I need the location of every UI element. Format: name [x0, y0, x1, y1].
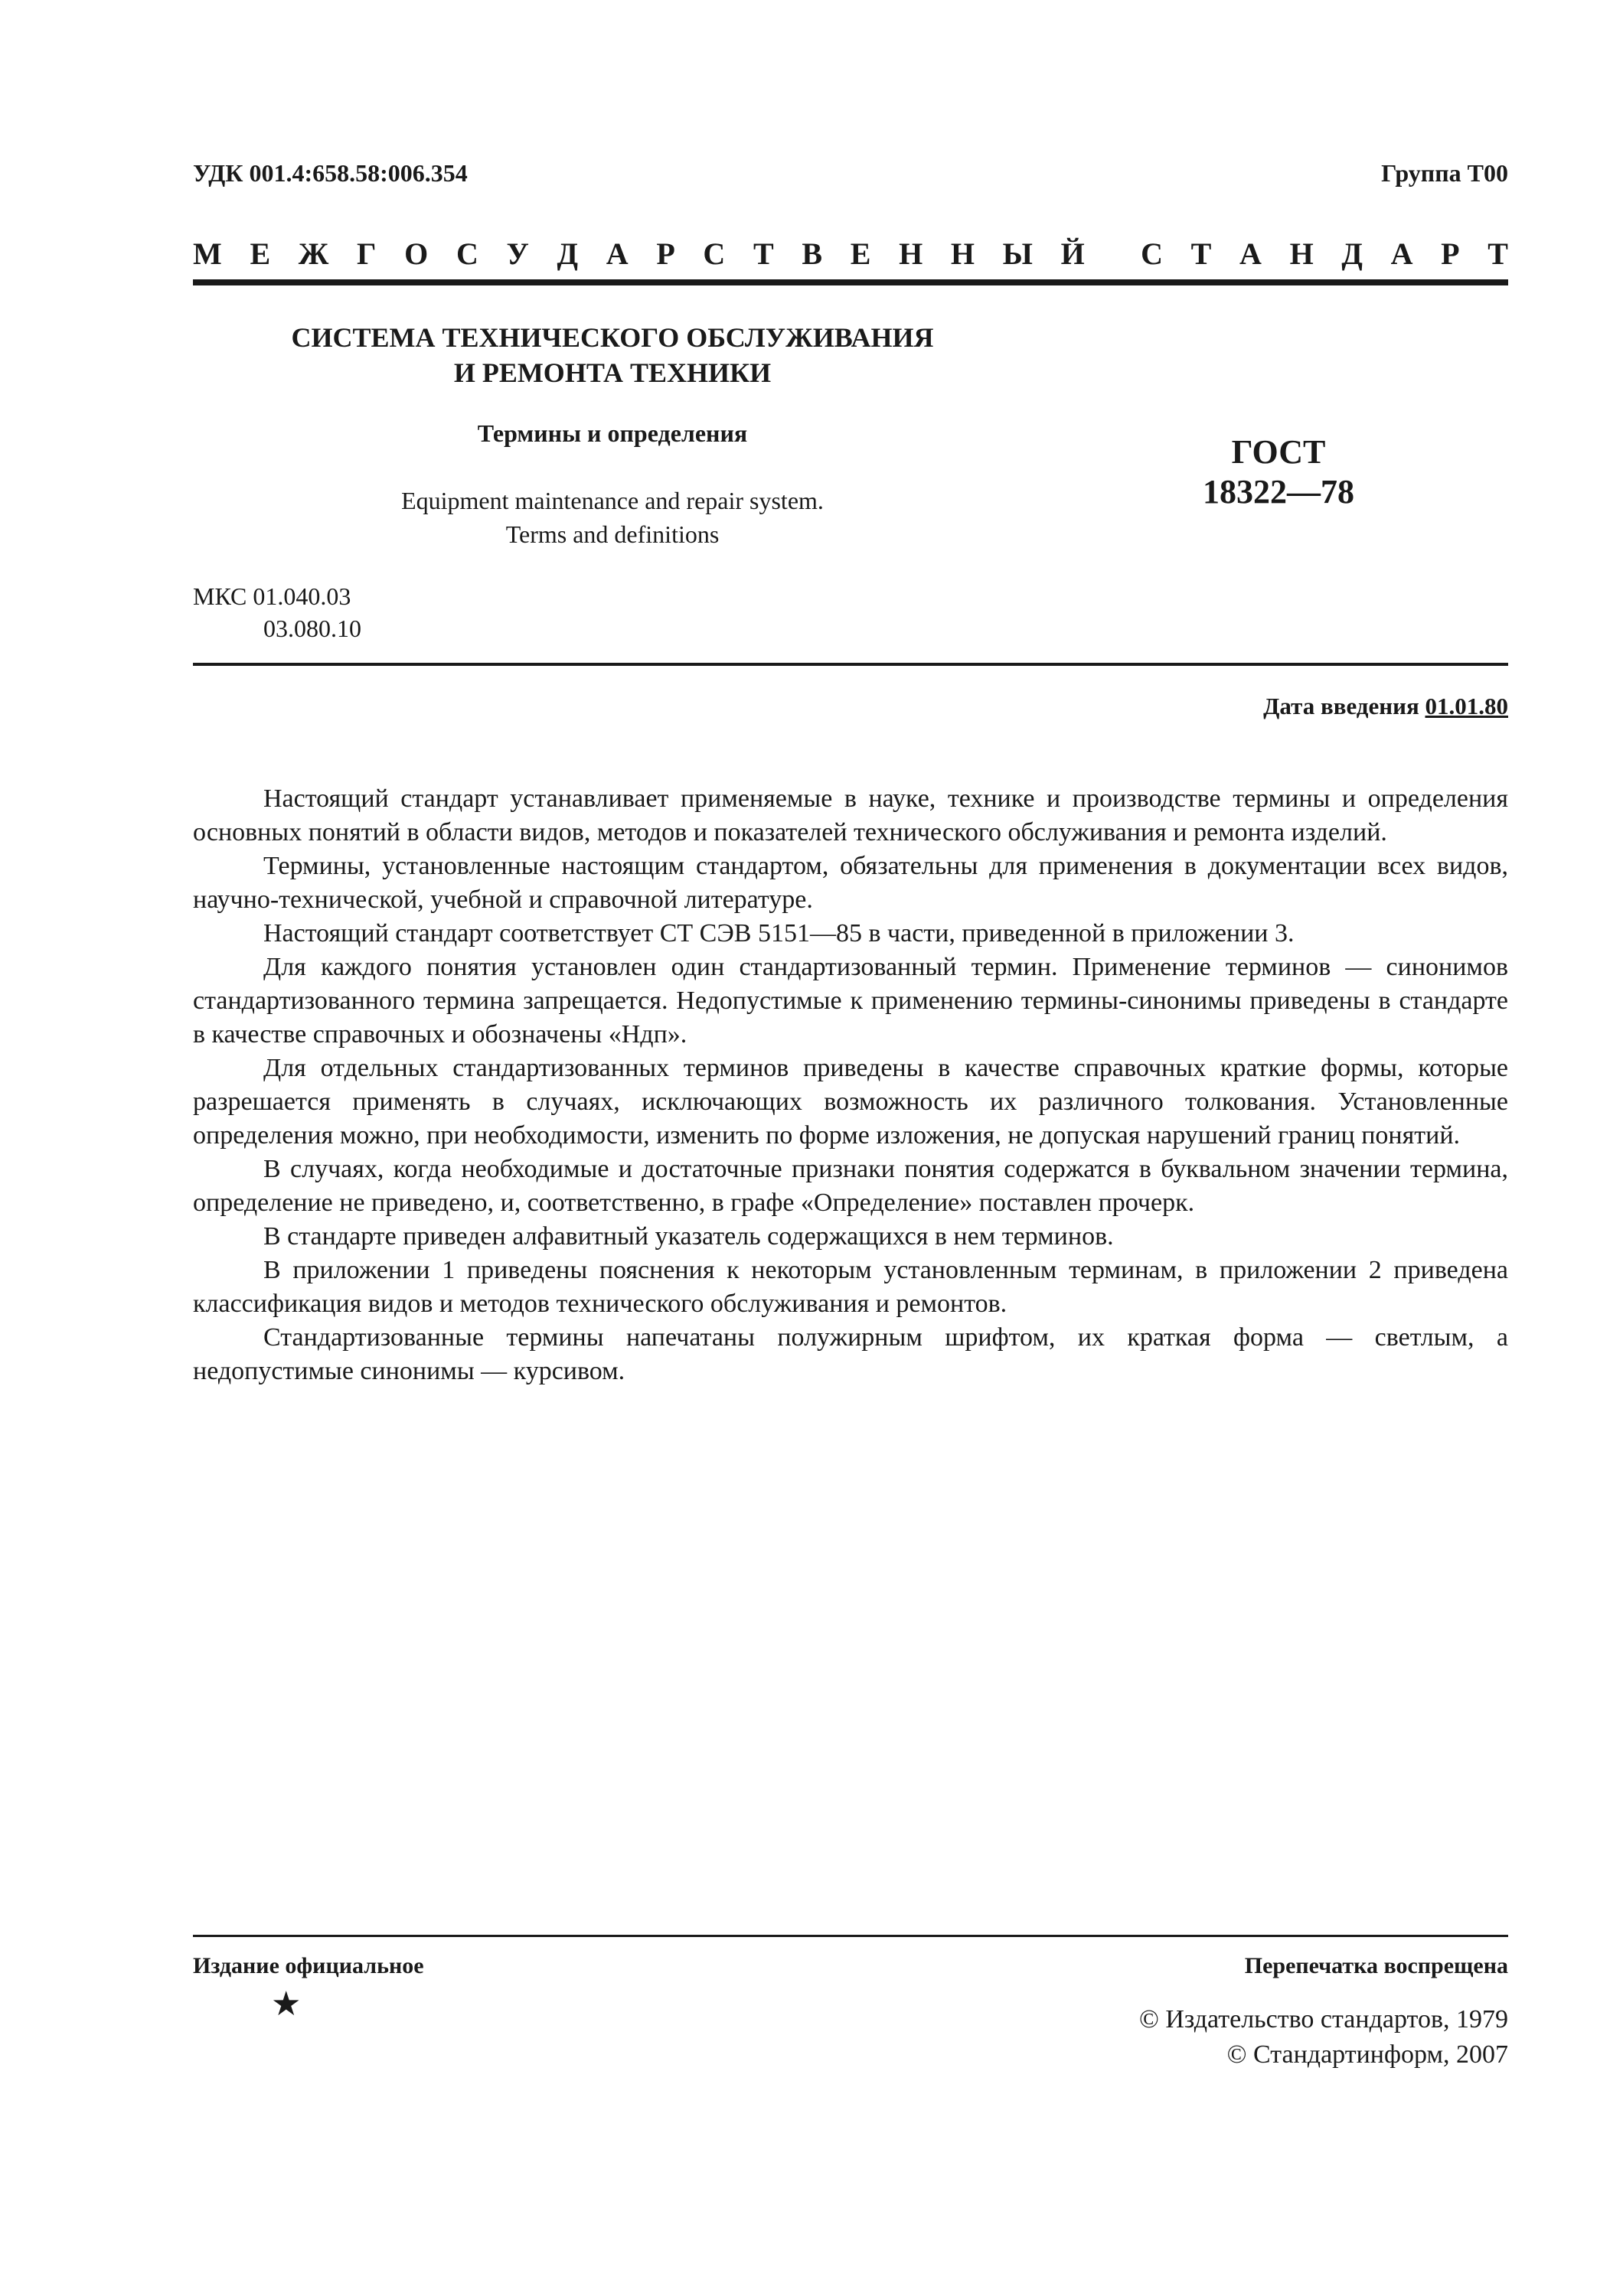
document-subtitle: Термины и определения	[477, 419, 748, 447]
mks-codes	[193, 580, 361, 644]
bottom-rule	[193, 1935, 1508, 1937]
heading-letter: Й	[1060, 236, 1085, 271]
heading-letter: Н	[899, 236, 923, 271]
heading-letter: Т	[1190, 236, 1212, 271]
group-code: Группа Т00	[1381, 159, 1508, 187]
heading-letter: М	[193, 236, 222, 271]
paragraph: Настоящий стандарт соответствует СТ СЭВ 5151—85 в части, приведенной в приложении 3.	[263, 919, 1295, 947]
english-title-line-2: Terms and definitions	[505, 520, 720, 548]
paragraph: В случаях, когда необходимые и достаточные признаки понятия содержатся в буквальном значении термина, определение не приведено, и, соответственно, в графе «Определение» поставлен прочерк.	[193, 1155, 1508, 1217]
heading-letter: Т	[1487, 236, 1508, 271]
heading-letter: Н	[950, 236, 975, 271]
english-title-line-1: Equipment maintenance and repair system.	[401, 487, 824, 514]
heading-letter: С	[1141, 236, 1163, 271]
interstate-standard-heading	[193, 236, 1508, 272]
gost-designation	[1125, 432, 1432, 512]
heading-letter: С	[703, 236, 726, 271]
english-title	[230, 484, 995, 551]
date-label: Дата введения	[1263, 693, 1419, 719]
heading-letter: В	[802, 236, 823, 271]
heading-letter: Р	[656, 236, 675, 271]
paragraph: Для отдельных стандартизованных терминов приведены в качестве справочных краткие формы, которые разрешается применять в случаях, исключающих возможность их различного толкования. Установленные определения можно, при необходимости, изменить по форме изложения, не допуская нарушений границ понятий.	[193, 1054, 1508, 1150]
heading-letter: О	[404, 236, 429, 271]
copyright-line-2: © Стандартинформ, 2007	[1226, 2040, 1508, 2069]
heading-letter: Е	[250, 236, 271, 271]
date-value: 01.01.80	[1425, 693, 1508, 719]
heading-letter: У	[506, 236, 529, 271]
introduction-date	[1263, 693, 1508, 720]
gost-number: 18322—78	[1203, 473, 1354, 510]
top-rule	[193, 279, 1508, 285]
title-line-2: И РЕМОНТА ТЕХНИКИ	[453, 357, 772, 388]
heading-letter: Е	[850, 236, 871, 271]
paragraph: В стандарте приведен алфавитный указатель содержащихся в нем терминов.	[263, 1222, 1114, 1251]
copyright-block	[1139, 2002, 1508, 2073]
heading-letter: Д	[1341, 236, 1363, 271]
body-text	[193, 782, 1508, 1388]
reprint-prohibited-label: Перепечатка воспрещена	[1244, 1953, 1508, 1978]
heading-letter: Т	[753, 236, 774, 271]
heading-letter: Д	[557, 236, 579, 271]
heading-letter: А	[1239, 236, 1262, 271]
middle-rule	[193, 663, 1508, 666]
heading-letter: Г	[357, 236, 377, 271]
gost-label: ГОСТ	[1231, 433, 1326, 471]
document-title	[230, 320, 995, 390]
paragraph: В приложении 1 приведены пояснения к некоторым установленным терминам, в приложении 2 приведена классификация видов и методов технического обслуживания и ремонтов.	[193, 1256, 1508, 1318]
heading-letter: А	[606, 236, 629, 271]
heading-letter: Р	[1441, 236, 1460, 271]
mks-line-2: 03.080.10	[263, 615, 361, 642]
title-line-1: СИСТЕМА ТЕХНИЧЕСКОГО ОБСЛУЖИВАНИЯ	[291, 322, 934, 353]
heading-letter: Ы	[1002, 236, 1033, 271]
paragraph: Для каждого понятия установлен один стандартизованный термин. Применение терминов — синонимов стандартизованного термина запрещается. Недопустимые к применению термины-синонимы приведены в стандарте в качестве справочных и обозначены «Ндп».	[193, 953, 1508, 1049]
official-edition-label: Издание официальное	[193, 1953, 424, 1978]
heading-letter: С	[456, 236, 478, 271]
heading-letter: А	[1390, 236, 1413, 271]
mks-line-1: МКС 01.040.03	[193, 582, 351, 610]
heading-letter: Н	[1289, 236, 1314, 271]
heading-letter: Ж	[298, 236, 329, 271]
paragraph: Стандартизованные термины напечатаны полужирным шрифтом, их краткая форма — светлым, а недопустимые синонимы — курсивом.	[193, 1323, 1508, 1385]
copyright-line-1: © Издательство стандартов, 1979	[1139, 2005, 1508, 2033]
paragraph: Настоящий стандарт устанавливает применяемые в науке, технике и производстве термины и определения основных понятий в области видов, методов и показателей технического обслуживания и ремонта изделий.	[193, 784, 1508, 846]
paragraph: Термины, установленные настоящим стандартом, обязательны для применения в документации всех видов, научно-технической, учебной и справочной литературе.	[193, 852, 1508, 914]
star-icon: ★	[271, 1985, 302, 2023]
udk-code: УДК 001.4:658.58:006.354	[193, 159, 468, 187]
